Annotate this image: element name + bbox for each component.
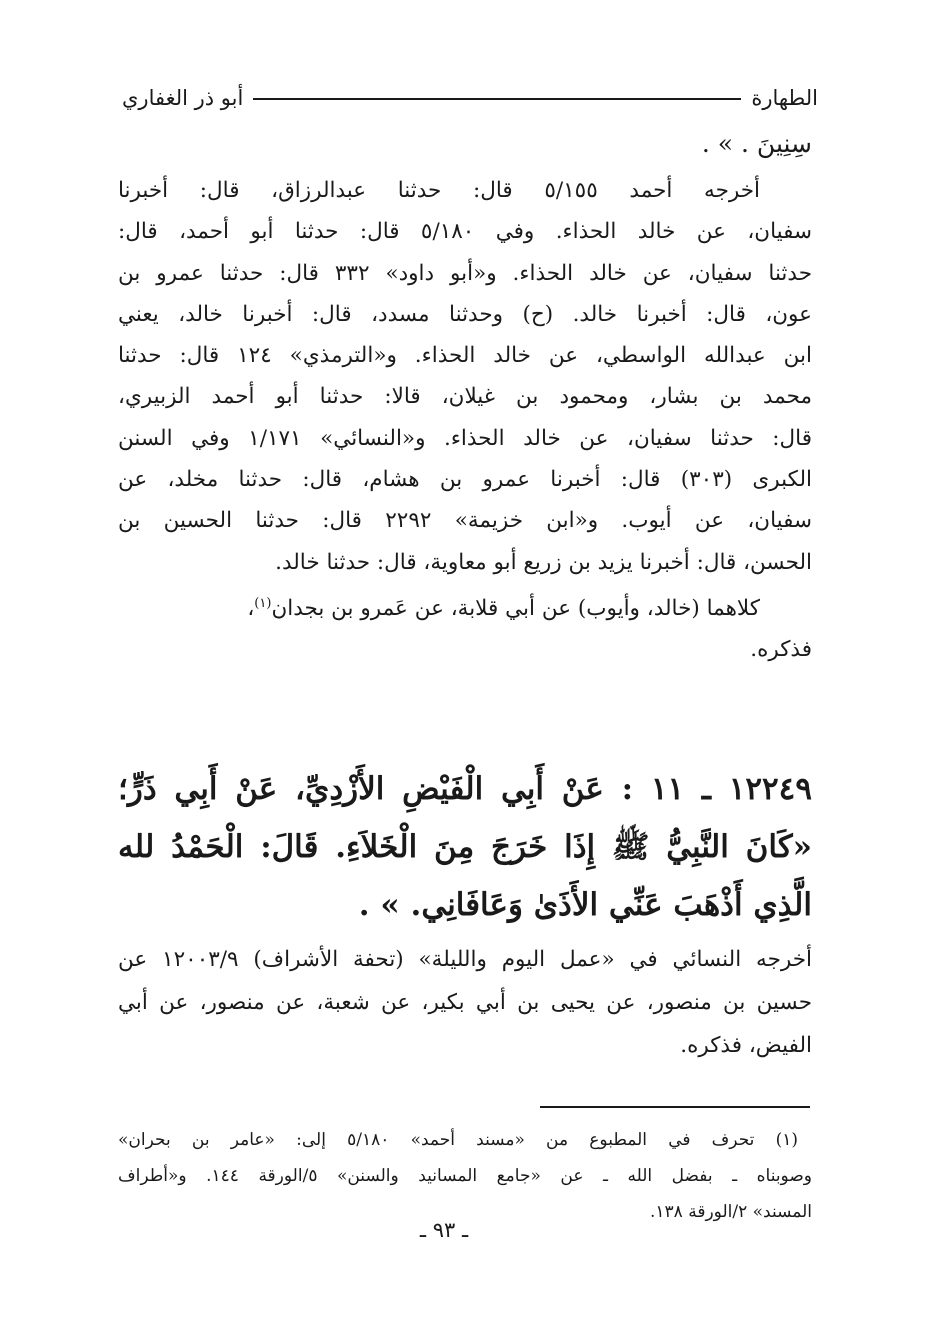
- text-line: قال: حدثنا سفيان، عن خالد الحذاء. و«النسائي» ١/١٧١ وفي السنن: [118, 425, 812, 451]
- text-line: سِنِينَ . » .: [701, 129, 812, 158]
- text-line: [118, 583, 812, 629]
- footnote-line: (١) تحرف في المطبوع من «مسند أحمد» ٥/١٨٠ إلى: «عامر بن بحران»: [118, 1130, 798, 1150]
- text-line: ابن عبدالله الواسطي، عن خالد الحذاء. و«الترمذي» ١٢٤ قال: حدثنا: [118, 343, 812, 369]
- hadith-line: الَّذِي أَذْهَبَ عَنِّي الأَذَىٰ وَعَافَانِي. » .: [358, 887, 812, 923]
- footnote-marker: (١): [254, 595, 272, 611]
- text-fragment: كلاهما (خالد، وأيوب) عن أبي قلابة، عن عَمرو بن بجدان: [271, 596, 760, 622]
- previous-hadith-ending: [118, 124, 812, 164]
- footnote-separator: [540, 1106, 810, 1108]
- hadith-line: [118, 760, 812, 818]
- text-fragment: عَنْ أَبِي الْفَيْضِ الأَزْدِيِّ، عَنْ أَبِي ذَرٍّ؛: [118, 771, 604, 807]
- hadith-text: [118, 760, 812, 934]
- text-line: حدثنا سفيان، عن خالد الحذاء. و«أبو داود» ٣٣٢ قال: حدثنا عمرو بن: [118, 260, 812, 286]
- footnote-line: المسند» ٢/الورقة ١٣٨.: [650, 1202, 812, 1222]
- text-line: فذكره.: [750, 637, 812, 663]
- header-rule: [253, 98, 741, 100]
- text-line: أخرجه أحمد ٥/١٥٥ قال: حدثنا عبدالرزاق، قال: أخبرنا: [118, 178, 760, 203]
- takhrij-paragraph-1: [118, 170, 812, 671]
- header-section-title: الطهارة: [751, 86, 818, 110]
- text-line: عون، قال: أخبرنا خالد. (ح) وحدثنا مسدد، قال: أخبرنا خالد، يعني: [118, 301, 812, 327]
- running-header: [122, 78, 818, 110]
- header-narrator-title: أبو ذر الغفاري: [122, 86, 244, 110]
- text-line: أخرجه النسائي في «عمل اليوم والليلة» (تحفة الأشراف) ١٢٠٠٣/٩ عن: [118, 947, 812, 972]
- text-line: حسين بن منصور، عن يحيى بن أبي بكير، عن شعبة، عن منصور، عن أبي: [118, 990, 812, 1015]
- hadith-line: «كَانَ النَّبِيُّ ﷺ إِذَا خَرَجَ مِنَ الْخَلاَءِ. قَالَ: الْحَمْدُ لله: [118, 829, 812, 865]
- footnote: [118, 1122, 812, 1230]
- footnote-line: وصوبناه ـ بفضل الله ـ عن «جامع المسانيد والسنن» ٥/الورقة ١٤٤. و«أطراف: [118, 1166, 812, 1186]
- text-line: الكبرى (٣٠٣) قال: أخبرنا عمرو بن هشام، قال: حدثنا مخلد، عن: [118, 467, 812, 493]
- text-line: الحسن، قال: أخبرنا يزيد بن زريع أبو معاوية، قال: حدثنا خالد.: [275, 549, 812, 575]
- text-line: سفيان، عن أيوب. و«ابن خزيمة» ٢٢٩٢ قال: حدثنا الحسين بن: [118, 508, 812, 534]
- text-line: الفيض، فذكره.: [680, 1033, 812, 1058]
- text-line: محمد بن بشار، ومحمود بن غيلان، قالا: حدثنا أبو أحمد الزبيري،: [118, 384, 812, 410]
- page-number: ـ ٩٣ ـ: [419, 1218, 469, 1242]
- text-line: سفيان، عن خالد الحذاء. وفي ٥/١٨٠ قال: حدثنا أبو أحمد، قال:: [118, 219, 812, 245]
- text-fragment: ،: [247, 596, 255, 622]
- takhrij-paragraph-2: [118, 938, 812, 1067]
- hadith-number: ١٢٢٤٩ ـ ١١ :: [621, 771, 812, 807]
